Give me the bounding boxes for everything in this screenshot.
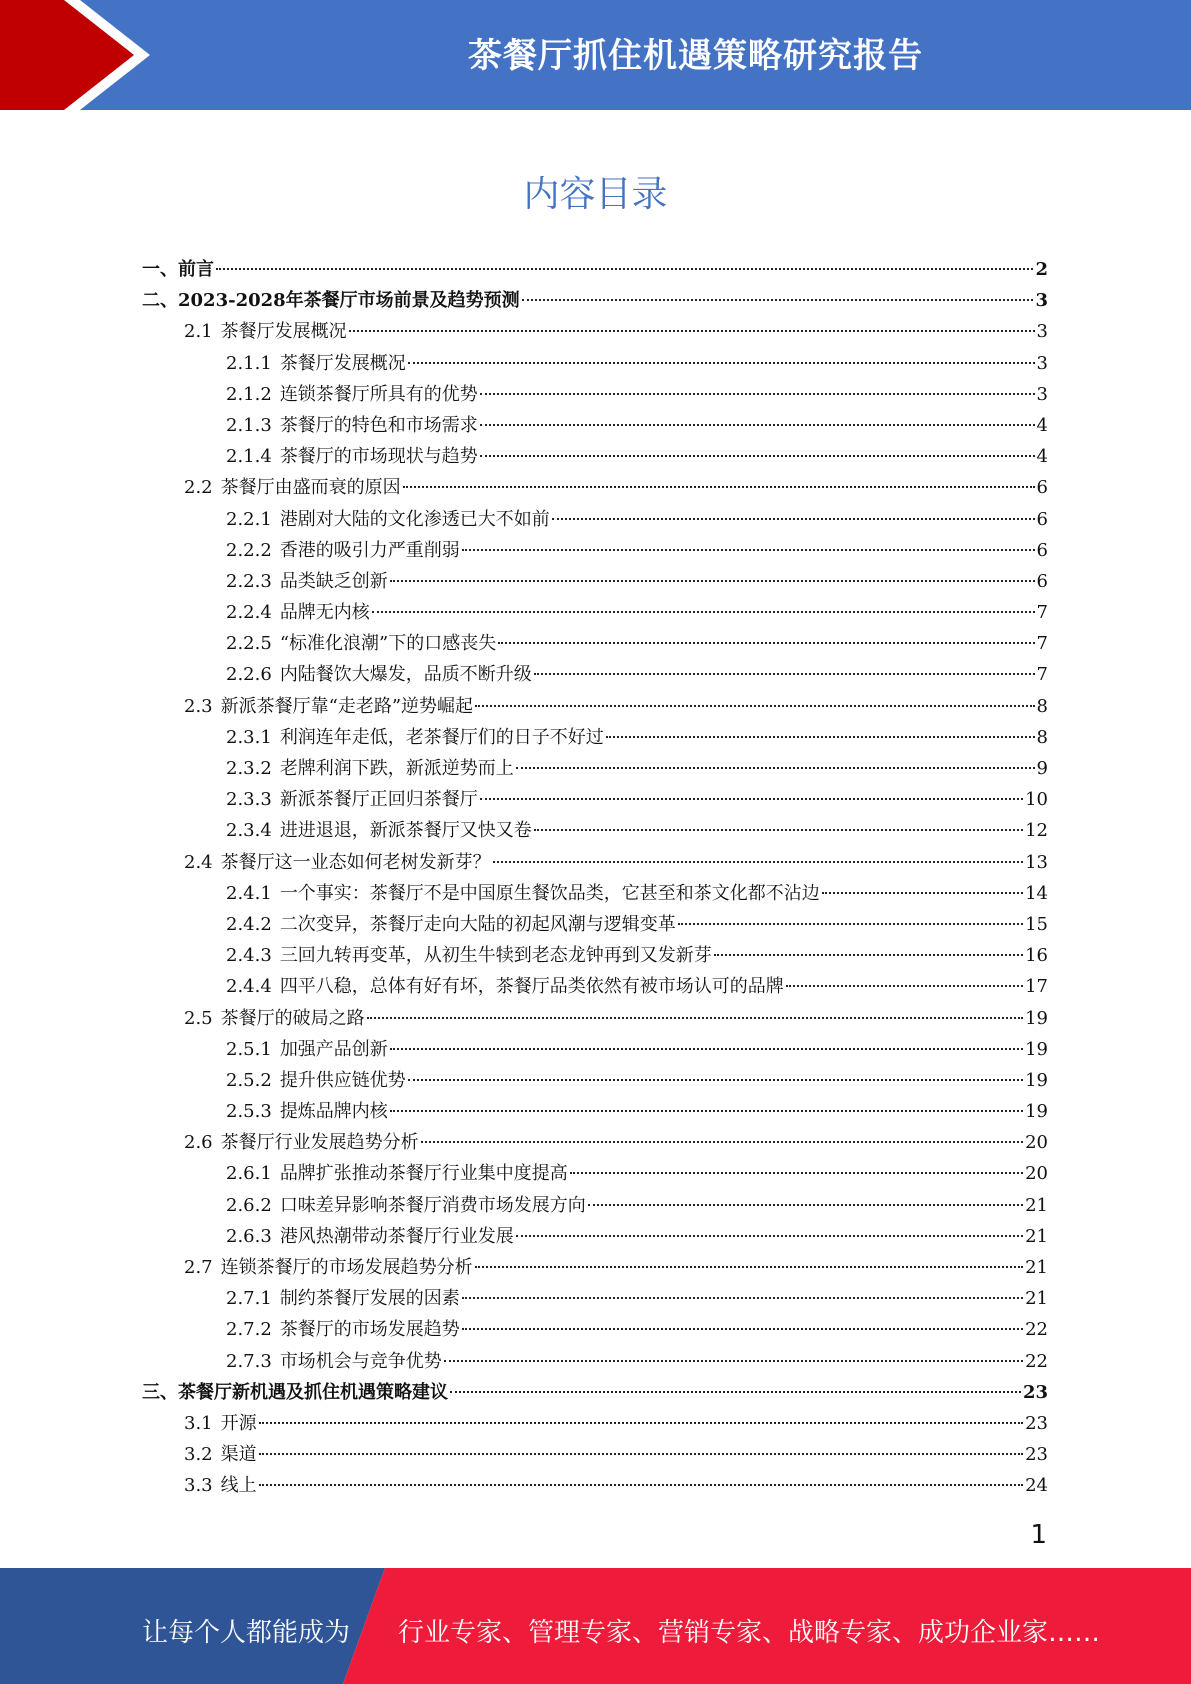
toc-entry[interactable] bbox=[142, 1034, 1048, 1065]
toc-entry-page: 23 bbox=[1022, 1381, 1048, 1403]
toc-entry-title: 市场机会与竞争优势 bbox=[279, 1350, 442, 1372]
toc-entry[interactable] bbox=[142, 285, 1048, 316]
toc-dot-leader bbox=[390, 580, 1035, 582]
toc-entry[interactable] bbox=[142, 410, 1048, 441]
toc-entry-number: 2.1.1 bbox=[226, 352, 272, 374]
toc-entry-page: 8 bbox=[1036, 726, 1048, 748]
toc-entry-page: 6 bbox=[1036, 539, 1048, 561]
toc-entry[interactable] bbox=[142, 535, 1048, 566]
toc-entry[interactable] bbox=[142, 441, 1048, 472]
toc-entry-title: 口味差异影响茶餐厅消费市场发展方向 bbox=[279, 1194, 586, 1216]
toc-entry-number: 3.3 bbox=[184, 1475, 213, 1497]
toc-entry-title: 二次变异，茶餐厅走向大陆的初起风潮与逻辑变革 bbox=[279, 913, 676, 935]
toc-entry-title: 茶餐厅这一业态如何老树发新芽？ bbox=[220, 851, 491, 873]
toc-dot-leader bbox=[462, 1297, 1023, 1299]
toc-entry[interactable] bbox=[142, 940, 1048, 971]
toc-entry-title: 茶餐厅的市场现状与趋势 bbox=[279, 446, 478, 468]
toc-dot-leader bbox=[516, 1235, 1023, 1237]
toc-entry-page: 6 bbox=[1036, 477, 1048, 499]
toc-entry-page: 19 bbox=[1025, 1069, 1048, 1091]
toc-entry-page: 15 bbox=[1025, 913, 1048, 935]
toc-entry-page: 7 bbox=[1036, 664, 1048, 686]
toc-entry[interactable] bbox=[142, 1065, 1048, 1096]
toc-entry[interactable] bbox=[142, 1127, 1048, 1158]
toc-dot-leader bbox=[390, 1048, 1023, 1050]
toc-entry[interactable] bbox=[142, 847, 1048, 878]
toc-entry-number: 2.4.3 bbox=[226, 945, 272, 967]
toc-entry[interactable] bbox=[142, 1252, 1048, 1283]
toc-title: 内容目录 bbox=[523, 174, 668, 215]
toc-dot-leader bbox=[259, 1484, 1023, 1486]
toc-dot-leader bbox=[480, 393, 1035, 395]
toc-entry-number: 3.1 bbox=[184, 1412, 213, 1434]
toc-entry-number: 2.5.3 bbox=[226, 1101, 272, 1123]
toc-entry-number: 2.2.1 bbox=[226, 508, 272, 530]
toc-entry-number: 2.5.2 bbox=[226, 1069, 272, 1091]
toc-entry-page: 9 bbox=[1036, 758, 1048, 779]
toc-dot-leader bbox=[349, 330, 1035, 332]
toc-entry[interactable] bbox=[142, 566, 1048, 597]
toc-dot-leader bbox=[480, 455, 1035, 457]
toc-entry-number: 2.2.6 bbox=[226, 664, 272, 686]
toc-entry[interactable] bbox=[142, 1439, 1048, 1470]
toc-dot-leader bbox=[475, 1266, 1023, 1268]
toc-entry-title: 香港的吸引力严重削弱 bbox=[279, 539, 460, 561]
toc-entry-number: 2.6.2 bbox=[226, 1194, 272, 1216]
toc-entry-title: 港剧对大陆的文化渗透已大不如前 bbox=[279, 508, 550, 530]
toc-entry-page: 10 bbox=[1025, 789, 1048, 811]
toc-entry-number: 2.5.1 bbox=[226, 1038, 272, 1060]
toc-entry-page: 3 bbox=[1035, 290, 1048, 312]
toc-entry[interactable] bbox=[142, 1190, 1048, 1221]
toc-entry-title: 进进退退，新派茶餐厅又快又卷 bbox=[279, 820, 532, 842]
toc-entry[interactable] bbox=[142, 628, 1048, 659]
toc-entry-page: 19 bbox=[1025, 1038, 1048, 1060]
toc-entry-title: 茶餐厅的特色和市场需求 bbox=[279, 414, 478, 436]
toc-entry[interactable] bbox=[142, 1158, 1048, 1189]
toc-entry[interactable] bbox=[142, 659, 1048, 690]
toc-entry[interactable] bbox=[142, 254, 1048, 285]
toc-dot-leader bbox=[450, 1391, 1021, 1393]
toc-dot-leader bbox=[259, 1422, 1023, 1424]
toc-entry[interactable] bbox=[142, 1096, 1048, 1127]
toc-entry-title: 提炼品牌内核 bbox=[279, 1101, 388, 1123]
toc-entry-page: 3 bbox=[1036, 352, 1048, 374]
toc-entry[interactable] bbox=[142, 753, 1048, 784]
toc-entry-page: 21 bbox=[1025, 1225, 1048, 1247]
toc-entry-page: 7 bbox=[1036, 602, 1048, 624]
toc-entry-title: 茶餐厅的破局之路 bbox=[220, 1007, 365, 1029]
toc-entry-title: 开源 bbox=[220, 1412, 257, 1434]
toc-entry[interactable] bbox=[142, 971, 1048, 1002]
toc-entry[interactable] bbox=[142, 597, 1048, 628]
toc-entry-page: 22 bbox=[1025, 1350, 1048, 1372]
toc-dot-leader bbox=[408, 362, 1035, 364]
toc-dot-leader bbox=[498, 642, 1034, 644]
toc-entry-page: 3 bbox=[1036, 383, 1048, 405]
toc-entry-title: 连锁茶餐厅所具有的优势 bbox=[279, 383, 478, 405]
toc-entry-title: 新派茶餐厅正回归茶餐厅 bbox=[279, 789, 478, 811]
toc-entry-title: 三回九转再变革，从初生牛犊到老态龙钟再到又发新芽 bbox=[279, 945, 712, 967]
toc-entry-title: 内陆餐饮大爆发，品质不断升级 bbox=[279, 664, 532, 686]
toc-entry-number: 2.7.1 bbox=[226, 1288, 272, 1310]
toc-entry-page: 3 bbox=[1036, 321, 1048, 343]
toc-entry-page: 23 bbox=[1025, 1444, 1048, 1466]
toc-entry-page: 17 bbox=[1025, 976, 1048, 998]
toc-entry-title: 品牌扩张推动茶餐厅行业集中度提高 bbox=[279, 1163, 568, 1185]
toc-dot-leader bbox=[534, 673, 1035, 675]
toc-entry[interactable] bbox=[142, 1408, 1048, 1439]
toc-entry-title: 提升供应链优势 bbox=[279, 1069, 406, 1091]
toc-dot-leader bbox=[606, 736, 1035, 738]
toc-entry[interactable] bbox=[142, 815, 1048, 846]
toc-dot-leader bbox=[786, 985, 1023, 987]
toc-entry-number: 2.1.3 bbox=[226, 414, 272, 436]
toc-entry[interactable] bbox=[142, 1221, 1048, 1252]
toc-entry-page: 20 bbox=[1025, 1132, 1048, 1154]
toc-entry-title: 茶餐厅发展概况 bbox=[220, 321, 347, 343]
toc-dot-leader bbox=[372, 611, 1035, 613]
toc-entry-title: 一个事实：茶餐厅不是中国原生餐饮品类，它甚至和茶文化都不沾边 bbox=[279, 882, 820, 904]
toc-entry-page: 19 bbox=[1025, 1007, 1048, 1029]
toc-entry-number: 2.6 bbox=[184, 1132, 213, 1154]
toc-entry[interactable] bbox=[142, 379, 1048, 410]
toc-entry-title: 线上 bbox=[220, 1475, 257, 1497]
toc-dot-leader bbox=[462, 1328, 1023, 1330]
toc-entry-page: 6 bbox=[1036, 570, 1048, 592]
toc-entry[interactable] bbox=[142, 691, 1048, 722]
toc-entry-title: 渠道 bbox=[220, 1444, 257, 1466]
table-of-contents bbox=[142, 254, 1048, 1502]
toc-entry-page: 4 bbox=[1036, 414, 1048, 436]
toc-entry-number: 2.4 bbox=[184, 851, 213, 873]
toc-entry[interactable] bbox=[142, 472, 1048, 503]
toc-entry-number: 2.1.4 bbox=[226, 446, 272, 468]
toc-entry-title: 加强产品创新 bbox=[279, 1038, 388, 1060]
toc-entry[interactable] bbox=[142, 722, 1048, 753]
toc-dot-leader bbox=[522, 299, 1034, 301]
toc-entry-page: 23 bbox=[1025, 1412, 1048, 1434]
toc-entry[interactable] bbox=[142, 909, 1048, 940]
toc-dot-leader bbox=[534, 829, 1023, 831]
toc-entry-page: 21 bbox=[1025, 1257, 1048, 1278]
toc-entry-page: 16 bbox=[1025, 945, 1048, 967]
toc-entry[interactable] bbox=[142, 348, 1048, 379]
toc-entry-page: 21 bbox=[1025, 1288, 1048, 1310]
toc-dot-leader bbox=[390, 1110, 1023, 1112]
toc-entry-number: 3.2 bbox=[184, 1444, 213, 1466]
toc-entry-page: 24 bbox=[1025, 1475, 1048, 1497]
toc-dot-leader bbox=[516, 767, 1035, 769]
toc-entry-number: 2.3.2 bbox=[226, 758, 272, 779]
toc-entry-number: 2.7.3 bbox=[226, 1350, 272, 1372]
toc-dot-leader bbox=[367, 1017, 1023, 1019]
toc-entry-number: 2.2.4 bbox=[226, 602, 272, 624]
toc-entry-title: 连锁茶餐厅的市场发展趋势分析 bbox=[220, 1257, 473, 1278]
toc-entry[interactable] bbox=[142, 878, 1048, 909]
toc-dot-leader bbox=[480, 798, 1023, 800]
toc-entry-number: 2.3.1 bbox=[226, 726, 272, 748]
toc-entry-title: 品类缺乏创新 bbox=[279, 570, 388, 592]
toc-entry-number: 2.4.4 bbox=[226, 976, 272, 998]
toc-entry-number: 2.7 bbox=[184, 1257, 213, 1278]
toc-entry-page: 8 bbox=[1036, 695, 1048, 717]
toc-entry[interactable] bbox=[142, 1314, 1048, 1345]
toc-entry-title: 品牌无内核 bbox=[279, 602, 370, 624]
toc-dot-leader bbox=[493, 861, 1023, 863]
page-header bbox=[0, 0, 1191, 110]
toc-entry-title: 茶餐厅行业发展趋势分析 bbox=[220, 1132, 419, 1154]
toc-entry-number: 2.6.1 bbox=[226, 1163, 272, 1185]
toc-entry[interactable] bbox=[142, 1470, 1048, 1501]
toc-entry-page: 13 bbox=[1025, 851, 1048, 873]
page-number: 1 bbox=[1030, 1520, 1047, 1550]
toc-dot-leader bbox=[421, 1141, 1023, 1143]
page-footer bbox=[0, 1568, 1191, 1684]
toc-entry-number: 2.2.3 bbox=[226, 570, 272, 592]
toc-entry-page: 12 bbox=[1025, 820, 1048, 842]
toc-entry-page: 19 bbox=[1025, 1101, 1048, 1123]
toc-entry-title: 港风热潮带动茶餐厅行业发展 bbox=[279, 1225, 514, 1247]
toc-entry-number: 2.4.2 bbox=[226, 913, 272, 935]
toc-entry-title: 茶餐厅的市场发展趋势 bbox=[279, 1319, 460, 1341]
toc-entry-page: 7 bbox=[1036, 633, 1048, 655]
toc-dot-leader bbox=[588, 1204, 1023, 1206]
toc-entry[interactable] bbox=[142, 1003, 1048, 1034]
toc-dot-leader bbox=[444, 1360, 1023, 1362]
toc-entry-title: 制约茶餐厅发展的因素 bbox=[279, 1288, 460, 1310]
toc-entry-title: 老牌利润下跌，新派逆势而上 bbox=[279, 758, 514, 779]
toc-entry-title: 新派茶餐厅靠“走老路”逆势崛起 bbox=[220, 695, 474, 717]
toc-entry-page: 20 bbox=[1025, 1163, 1048, 1185]
toc-entry-number: 2.3.3 bbox=[226, 789, 272, 811]
toc-entry-page: 2 bbox=[1035, 259, 1048, 280]
toc-entry-number: 2.2.5 bbox=[226, 633, 272, 655]
toc-dot-leader bbox=[678, 923, 1023, 925]
toc-entry-page: 4 bbox=[1036, 446, 1048, 468]
toc-entry-number: 2.2 bbox=[184, 477, 213, 499]
toc-entry-title: 三、茶餐厅新机遇及抓住机遇策略建议 bbox=[142, 1381, 448, 1403]
toc-dot-leader bbox=[480, 424, 1035, 426]
toc-entry-title: 四平八稳，总体有好有坏，茶餐厅品类依然有被市场认可的品牌 bbox=[279, 976, 784, 998]
toc-dot-leader bbox=[570, 1172, 1023, 1174]
toc-dot-leader bbox=[216, 268, 1033, 270]
toc-entry-title: 茶餐厅由盛而衰的原因 bbox=[220, 477, 401, 499]
toc-entry-title: “标准化浪潮”下的口感丧失 bbox=[279, 633, 497, 655]
toc-entry-number: 2.3 bbox=[184, 695, 213, 717]
toc-entry-title: 一、前言 bbox=[142, 259, 214, 280]
toc-entry[interactable] bbox=[142, 1283, 1048, 1314]
toc-entry-number: 2.1.2 bbox=[226, 383, 272, 405]
footer-slogan-right: 行业专家、管理专家、营销专家、战略专家、成功企业家…… bbox=[398, 1618, 1101, 1648]
toc-dot-leader bbox=[259, 1453, 1023, 1455]
toc-entry[interactable] bbox=[142, 1346, 1048, 1377]
toc-entry-title: 利润连年走低，老茶餐厅们的日子不好过 bbox=[279, 726, 604, 748]
toc-entry[interactable] bbox=[142, 784, 1048, 815]
toc-entry-page: 22 bbox=[1025, 1319, 1048, 1341]
toc-entry-number: 2.3.4 bbox=[226, 820, 272, 842]
report-title: 茶餐厅抓住机遇策略研究报告 bbox=[468, 36, 923, 76]
toc-entry-page: 21 bbox=[1025, 1194, 1048, 1216]
toc-dot-leader bbox=[475, 705, 1035, 707]
toc-entry-number: 2.4.1 bbox=[226, 882, 272, 904]
toc-entry-page: 6 bbox=[1036, 508, 1048, 530]
toc-entry-title: 二、2023-2028年茶餐厅市场前景及趋势预测 bbox=[142, 290, 520, 312]
toc-dot-leader bbox=[822, 892, 1023, 894]
toc-entry[interactable] bbox=[142, 1377, 1048, 1408]
toc-dot-leader bbox=[462, 549, 1035, 551]
toc-entry-title: 茶餐厅发展概况 bbox=[279, 352, 406, 374]
toc-entry-number: 2.5 bbox=[184, 1007, 213, 1029]
toc-entry-page: 14 bbox=[1025, 882, 1048, 904]
toc-dot-leader bbox=[408, 1079, 1023, 1081]
toc-dot-leader bbox=[714, 954, 1023, 956]
toc-entry-number: 2.6.3 bbox=[226, 1225, 272, 1247]
toc-entry-number: 2.2.2 bbox=[226, 539, 272, 561]
toc-dot-leader bbox=[403, 486, 1035, 488]
footer-slogan-left: 让每个人都能成为 bbox=[142, 1618, 351, 1648]
toc-entry-number: 2.7.2 bbox=[226, 1319, 272, 1341]
toc-entry[interactable] bbox=[142, 504, 1048, 535]
toc-entry[interactable] bbox=[142, 316, 1048, 347]
toc-entry-number: 2.1 bbox=[184, 321, 213, 343]
toc-dot-leader bbox=[552, 518, 1035, 520]
